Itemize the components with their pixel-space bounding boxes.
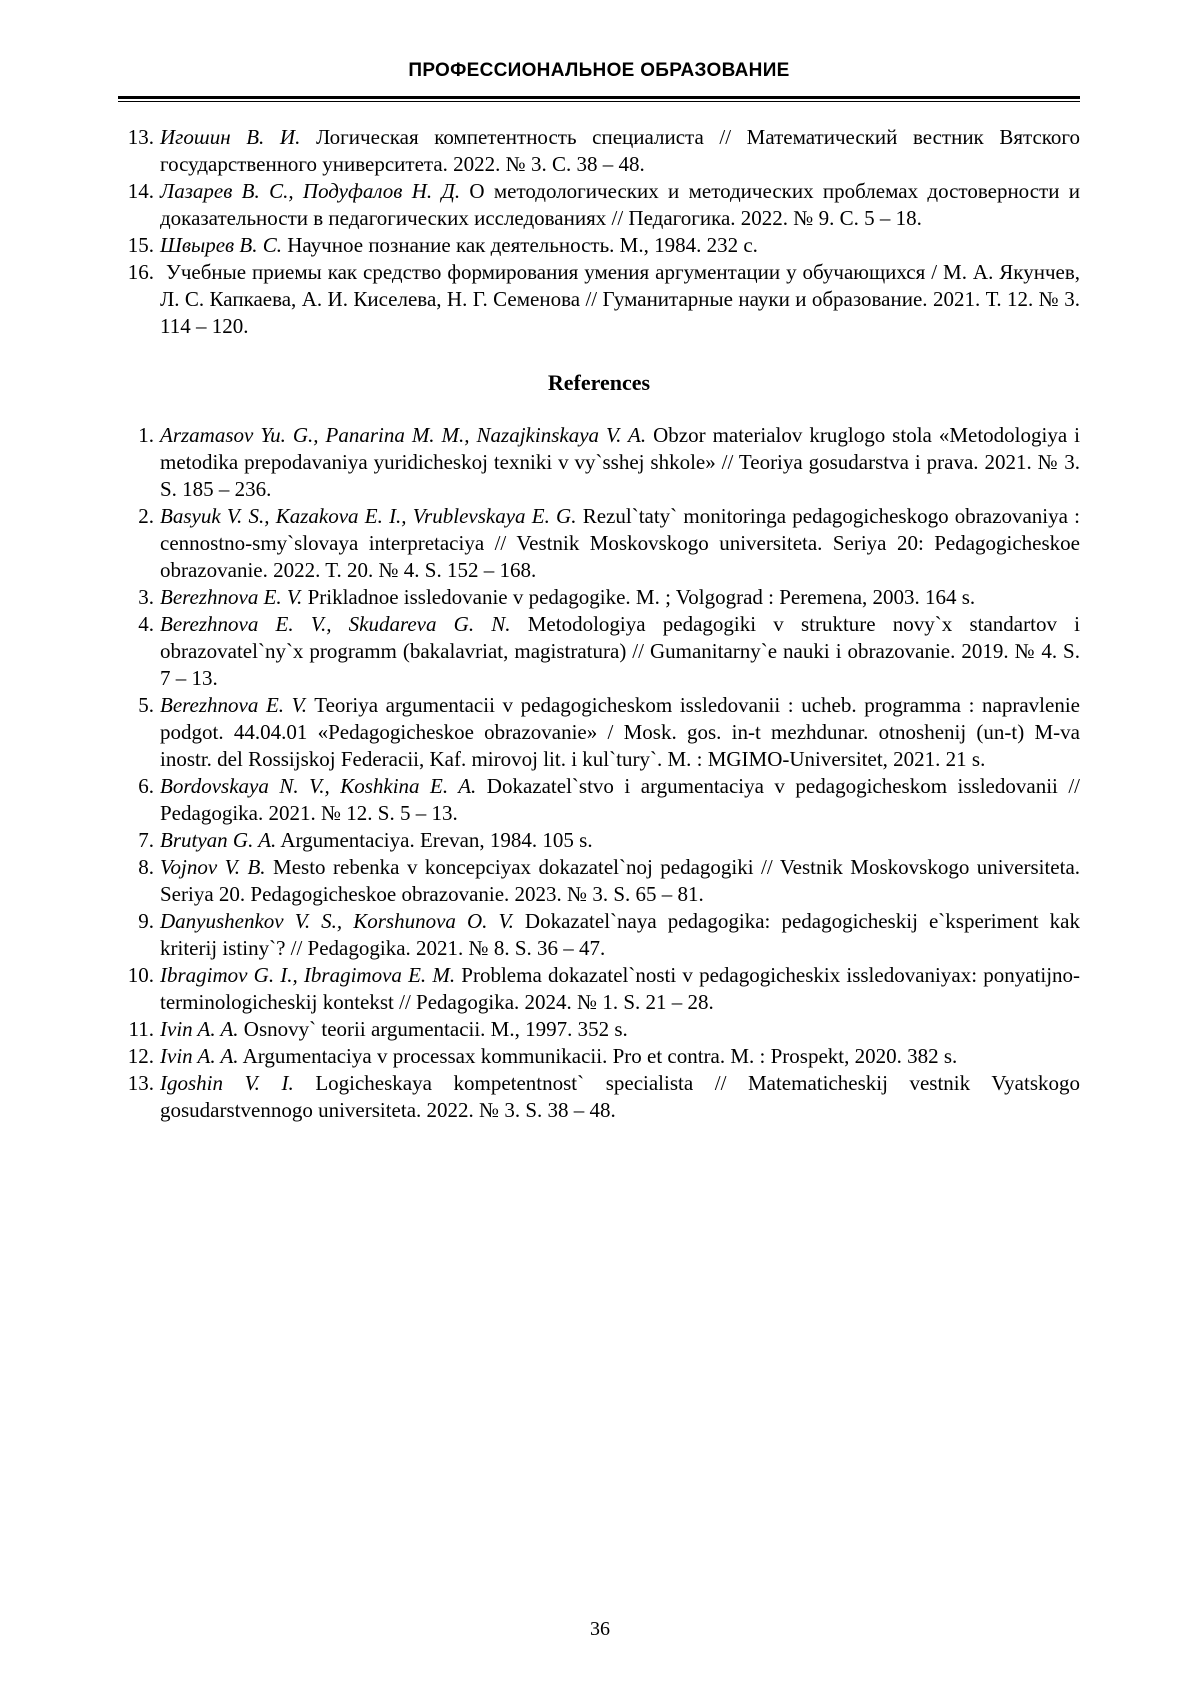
item-text: Problema dokazatel`nosti v pedagogicheskix issledovaniyax: ponyatijno-terminologicheskij kontekst // Pedagogika. 2024. № 1. S. 21 – 28. <box>160 963 1081 1014</box>
reference-item <box>118 422 1080 503</box>
item-authors: Berezhnova E. V. <box>160 585 303 609</box>
item-number: 13. <box>127 125 154 149</box>
item-authors: Brutyan G. A. <box>160 828 277 852</box>
item-number: 6. <box>138 774 154 798</box>
reference-item <box>118 773 1080 827</box>
item-authors: Berezhnova E. V. <box>160 693 308 717</box>
item-number: 14. <box>127 179 154 203</box>
item-text: Mesto rebenka v koncepciyax dokazatel`noj pedagogiki // Vestnik Moskovskogo universiteta. Seriya 20. Pedagogicheskoe obrazovanie. 2023. № 3. S. 65 – 81. <box>160 855 1081 906</box>
item-authors: Ivin A. A. <box>160 1044 239 1068</box>
reference-item <box>118 611 1080 692</box>
item-text: Osnovy` teorii argumentacii. M., 1997. 352 s. <box>243 1017 628 1041</box>
reference-item <box>118 827 1080 854</box>
item-number: 3. <box>138 585 154 609</box>
running-head: ПРОФЕССИОНАЛЬНОЕ ОБРАЗОВАНИЕ <box>408 60 790 81</box>
item-number: 2. <box>138 504 154 528</box>
item-text: Metodologiya pedagogiki v strukture novy`x standartov i obrazovatel`ny`x programm (bakalavriat, magistratura) // Gumanitarny`e nauki i obrazovanie. 2019. № 4. S. 7 – 13. <box>160 612 1080 690</box>
item-number: 16. <box>127 260 154 284</box>
item-number: 12. <box>127 1044 154 1068</box>
item-authors: Arzamasov Yu. G., Panarina M. M., Nazajkinskaya V. A. <box>160 423 647 447</box>
item-authors: Игошин В. И. <box>160 125 301 149</box>
item-number: 4. <box>138 612 154 636</box>
item-number: 9. <box>138 909 154 933</box>
item-number: 13. <box>127 1071 154 1095</box>
item-text: Argumentaciya. Erevan, 1984. 105 s. <box>280 828 593 852</box>
item-number: 7. <box>138 828 154 852</box>
item-number: 15. <box>127 233 154 257</box>
reference-item <box>118 232 1080 259</box>
item-text: Teoriya argumentacii v pedagogicheskom issledovanii : ucheb. programma : napravlenie podgot. 44.04.01 «Pedagogicheskoe obrazovanie» / Mosk. gos. in-t mezhdunar. otnoshenij (un-t) M-va inostr. del Rossijskoj Federacii, Kaf. mirovoj lit. i kul`tury`. M. : MGIMO-Universitet, 2021. 21 s. <box>160 693 1080 771</box>
reference-item <box>118 962 1080 1016</box>
item-text: Логическая компетентность специалиста // Математический вестник Вятского государственного университета. 2022. № 3. С. 38 – 48. <box>160 125 1081 176</box>
item-authors: Лазарев В. С., Подуфалов Н. Д. <box>160 179 461 203</box>
item-text: Argumentaciya v processax kommunikacii. Pro et contra. M. : Prospekt, 2020. 382 s. <box>242 1044 958 1068</box>
item-text: Учебные приемы как средство формирования умения аргументации у обучающихся / М. А. Якунчев, Л. С. Капкаева, А. И. Киселева, Н. Г. Семенова // Гуманитарные науки и образование. 2021. Т. 12. № 3. 114 – 120. <box>160 260 1080 338</box>
reference-item <box>118 124 1080 178</box>
item-number: 5. <box>138 693 154 717</box>
item-text: Dokazatel`stvo i argumentaciya v pedagogicheskom issledovanii // Pedagogika. 2021. № 12. S. 5 – 13. <box>160 774 1081 825</box>
item-number: 10. <box>127 963 154 987</box>
item-text: Logicheskaya kompetentnost` specialista // Matematicheskij vestnik Vyatskogo gosudarstvennogo universiteta. 2022. № 3. S. 38 – 48. <box>160 1071 1080 1122</box>
reference-item <box>118 1070 1080 1124</box>
header-rule <box>118 96 1080 102</box>
item-text: Prikladnoe issledovanie v pedagogike. M. ; Volgograd : Peremena, 2003. 164 s. <box>307 585 976 609</box>
reference-item <box>118 908 1080 962</box>
item-text: Obzor materialov kruglogo stola «Metodologiya i metodika prepodavaniya yuridicheskoj texniki v vy`sshej shkole» // Teoriya gosudarstva i prava. 2021. № 3. S. 185 – 236. <box>160 423 1080 501</box>
item-authors: Ibragimov G. I., Ibragimova E. M. <box>160 963 456 987</box>
page-number: 36 <box>590 1618 610 1640</box>
references-heading: References <box>547 370 651 395</box>
item-authors: Danyushenkov V. S., Korshunova O. V. <box>160 909 514 933</box>
reference-item <box>118 584 1080 611</box>
reference-item <box>118 1043 1080 1070</box>
reference-item <box>118 503 1080 584</box>
item-number: 11. <box>128 1017 154 1041</box>
item-authors: Berezhnova E. V., Skudareva G. N. <box>160 612 511 636</box>
russian-reference-list <box>118 124 1080 340</box>
item-authors: Vojnov V. B. <box>160 855 266 879</box>
item-authors: Ivin A. A. <box>160 1017 239 1041</box>
item-text: О методологических и методических проблемах достоверности и доказательности в педагогических исследованиях // Педагогика. 2022. № 9. С. 5 – 18. <box>160 179 1080 230</box>
item-authors: Basyuk V. S., Kazakova E. I., Vrublevskaya E. G. <box>160 504 577 528</box>
item-number: 1. <box>138 423 154 447</box>
item-authors: Швырев В. С. <box>160 233 283 257</box>
reference-item <box>118 692 1080 773</box>
item-text: Rezul`taty` monitoringa pedagogicheskogo obrazovaniya : cennostno-smy`slovaya interpretaciya // Vestnik Moskovskogo universiteta. Seriya 20: Pedagogicheskoe obrazovanie. 2022. T. 20. № 4. S. 152 – 168. <box>160 504 1080 582</box>
references-list <box>118 422 1080 1124</box>
reference-item <box>118 259 1080 340</box>
reference-item <box>118 1016 1080 1043</box>
item-authors: Igoshin V. I. <box>160 1071 294 1095</box>
item-text: Научное познание как деятельность. М., 1984. 232 с. <box>287 233 758 257</box>
reference-item <box>118 854 1080 908</box>
item-text: Dokazatel`naya pedagogika: pedagogicheskij e`ksperiment kak kriterij istiny`? // Pedagogika. 2021. № 8. S. 36 – 47. <box>160 909 1080 960</box>
item-number: 8. <box>138 855 154 879</box>
reference-item <box>118 178 1080 232</box>
item-authors: Bordovskaya N. V., Koshkina E. A. <box>160 774 477 798</box>
